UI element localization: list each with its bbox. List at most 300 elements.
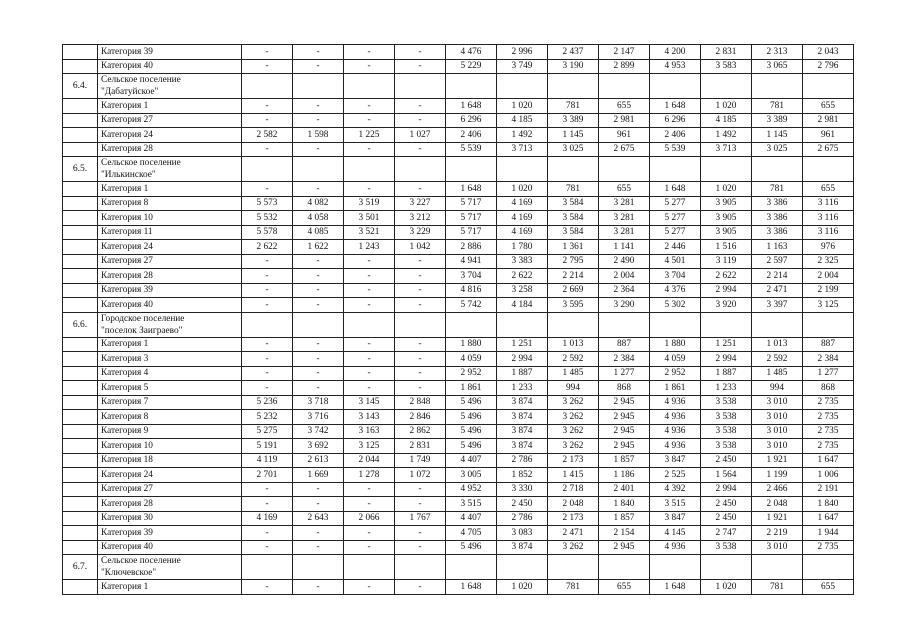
value-cell: 3 163 (344, 424, 395, 439)
value-cell: 3 330 (497, 482, 548, 497)
table-row (63, 128, 854, 143)
table-row (63, 254, 854, 269)
category-label: Категория 18 (98, 453, 242, 468)
value-cell: 2 384 (803, 352, 854, 367)
value-cell: 2 622 (701, 269, 752, 284)
value-cell: 5 277 (650, 211, 701, 226)
value-cell: 1 780 (497, 240, 548, 255)
value-cell: 2 525 (650, 468, 701, 483)
value-cell: 4 936 (650, 395, 701, 410)
value-cell: - (293, 298, 344, 313)
category-label: Категория 30 (98, 511, 242, 526)
value-cell: 1 485 (548, 366, 599, 381)
category-label: Категория 4 (98, 366, 242, 381)
value-cell: 5 496 (446, 540, 497, 555)
value-cell: 781 (548, 182, 599, 197)
table-row (63, 352, 854, 367)
settlement-type: Сельское поселение (101, 158, 181, 168)
value-cell: 655 (599, 580, 650, 595)
section-header-row (63, 555, 854, 580)
value-cell: 1 042 (395, 240, 446, 255)
value-cell: - (242, 59, 293, 74)
value-cell: 3 519 (344, 196, 395, 211)
value-cell: 2 831 (701, 45, 752, 60)
settlement-name: "Ключевское" (101, 568, 157, 578)
value-cell: 2 994 (701, 482, 752, 497)
value-cell: 1 516 (701, 240, 752, 255)
value-cell: 4 705 (446, 526, 497, 541)
value-cell: 4 185 (701, 113, 752, 128)
value-cell: - (395, 580, 446, 595)
category-label: Категория 9 (98, 424, 242, 439)
value-cell: - (293, 352, 344, 367)
value-cell: - (344, 580, 395, 595)
value-cell: 781 (548, 580, 599, 595)
value-cell: 5 496 (446, 395, 497, 410)
category-label: Категория 24 (98, 468, 242, 483)
value-cell: 3 262 (548, 540, 599, 555)
value-cell: 1 648 (446, 182, 497, 197)
value-cell: 3 119 (701, 254, 752, 269)
category-label: Категория 28 (98, 269, 242, 284)
empty-cell (63, 439, 98, 454)
value-cell: 2 437 (548, 45, 599, 60)
value-cell: 3 262 (548, 395, 599, 410)
value-cell: 2 325 (803, 254, 854, 269)
value-cell: 1 145 (548, 128, 599, 143)
empty-cell (63, 225, 98, 240)
value-cell: - (242, 142, 293, 157)
value-cell: 3 515 (446, 497, 497, 512)
value-cell: 2 981 (803, 113, 854, 128)
settlement-name: "Илькинское" (101, 170, 156, 180)
value-cell: 4 936 (650, 540, 701, 555)
value-cell: 1 233 (497, 381, 548, 396)
value-cell: 4 392 (650, 482, 701, 497)
value-cell: 2 446 (650, 240, 701, 255)
empty-cell (701, 312, 752, 337)
empty-cell (599, 74, 650, 99)
value-cell: 2 597 (752, 254, 803, 269)
value-cell: 1 840 (599, 497, 650, 512)
value-cell: 961 (803, 128, 854, 143)
value-cell: 2 994 (701, 283, 752, 298)
value-cell: 3 538 (701, 424, 752, 439)
value-cell: 1 243 (344, 240, 395, 255)
value-cell: 2 994 (497, 352, 548, 367)
value-cell: 4 184 (497, 298, 548, 313)
value-cell: 1 006 (803, 468, 854, 483)
empty-cell (63, 59, 98, 74)
value-cell: - (395, 366, 446, 381)
empty-cell (650, 312, 701, 337)
empty-cell (293, 312, 344, 337)
value-cell: 3 005 (446, 468, 497, 483)
value-cell: 4 082 (293, 196, 344, 211)
value-cell: 4 936 (650, 424, 701, 439)
value-cell: 2 718 (548, 482, 599, 497)
value-cell: - (242, 298, 293, 313)
empty-cell (63, 395, 98, 410)
table-row (63, 439, 854, 454)
empty-cell (548, 157, 599, 182)
value-cell: 5 191 (242, 439, 293, 454)
empty-cell (344, 157, 395, 182)
value-cell: 1 669 (293, 468, 344, 483)
empty-cell (395, 157, 446, 182)
value-cell: 1 013 (752, 337, 803, 352)
value-cell: 2 735 (803, 439, 854, 454)
value-cell: 2 622 (497, 269, 548, 284)
category-label: Категория 8 (98, 410, 242, 425)
empty-cell (599, 157, 650, 182)
value-cell: 4 476 (446, 45, 497, 60)
value-cell: 655 (803, 99, 854, 114)
table-row (63, 269, 854, 284)
value-cell: 2 401 (599, 482, 650, 497)
empty-cell (752, 555, 803, 580)
value-cell: - (344, 352, 395, 367)
value-cell: 2 004 (803, 269, 854, 284)
table-row (63, 526, 854, 541)
value-cell: 4 816 (446, 283, 497, 298)
value-cell: 3 262 (548, 410, 599, 425)
value-cell: 3 010 (752, 439, 803, 454)
value-cell: 4 200 (650, 45, 701, 60)
empty-cell (63, 410, 98, 425)
empty-cell (752, 157, 803, 182)
value-cell: 1 027 (395, 128, 446, 143)
category-label: Категория 5 (98, 381, 242, 396)
value-cell: 4 169 (242, 511, 293, 526)
value-cell: 4 952 (446, 482, 497, 497)
value-cell: 3 212 (395, 211, 446, 226)
value-cell: 1 887 (497, 366, 548, 381)
value-cell: 2 450 (497, 497, 548, 512)
value-cell: 2 981 (599, 113, 650, 128)
empty-cell (293, 74, 344, 99)
value-cell: - (293, 580, 344, 595)
empty-cell (446, 74, 497, 99)
value-cell: - (395, 526, 446, 541)
value-cell: 4 169 (497, 211, 548, 226)
value-cell: - (242, 283, 293, 298)
empty-cell (63, 580, 98, 595)
value-cell: - (344, 142, 395, 157)
value-cell: 4 936 (650, 439, 701, 454)
table-row (63, 283, 854, 298)
empty-cell (242, 74, 293, 99)
value-cell: 2 848 (395, 395, 446, 410)
value-cell: 2 364 (599, 283, 650, 298)
value-cell: 4 185 (497, 113, 548, 128)
value-cell: 3 874 (497, 439, 548, 454)
value-cell: 3 874 (497, 424, 548, 439)
tariff-table-body (63, 45, 854, 595)
empty-cell (63, 497, 98, 512)
category-label: Категория 7 (98, 395, 242, 410)
value-cell: 2 945 (599, 540, 650, 555)
value-cell: 3 397 (752, 298, 803, 313)
value-cell: 2 735 (803, 395, 854, 410)
value-cell: 2 675 (599, 142, 650, 157)
value-cell: 5 496 (446, 439, 497, 454)
value-cell: 1 857 (599, 453, 650, 468)
empty-cell (803, 555, 854, 580)
value-cell: 2 191 (803, 482, 854, 497)
value-cell: 1 141 (599, 240, 650, 255)
value-cell: 3 704 (446, 269, 497, 284)
value-cell: 2 592 (752, 352, 803, 367)
value-cell: 4 169 (497, 196, 548, 211)
empty-cell (63, 453, 98, 468)
value-cell: 3 116 (803, 211, 854, 226)
category-label: Категория 40 (98, 540, 242, 555)
value-cell: - (344, 298, 395, 313)
value-cell: 3 521 (344, 225, 395, 240)
value-cell: 781 (752, 99, 803, 114)
value-cell: 3 386 (752, 211, 803, 226)
value-cell: 2 945 (599, 410, 650, 425)
value-cell: 1 013 (548, 337, 599, 352)
table-row (63, 142, 854, 157)
value-cell: 3 905 (701, 196, 752, 211)
value-cell: 2 384 (599, 352, 650, 367)
value-cell: 1 921 (752, 511, 803, 526)
value-cell: 1 020 (497, 182, 548, 197)
value-cell: 1 647 (803, 511, 854, 526)
value-cell: - (344, 497, 395, 512)
value-cell: 3 386 (752, 196, 803, 211)
settlement-name-cell (98, 312, 242, 337)
value-cell: 1 648 (650, 580, 701, 595)
value-cell: - (242, 526, 293, 541)
table-row (63, 225, 854, 240)
table-row (63, 298, 854, 313)
table-row (63, 211, 854, 226)
value-cell: 3 010 (752, 424, 803, 439)
value-cell: - (293, 526, 344, 541)
value-cell: 2 582 (242, 128, 293, 143)
value-cell: 1 598 (293, 128, 344, 143)
empty-cell (63, 298, 98, 313)
value-cell: - (293, 283, 344, 298)
empty-cell (650, 157, 701, 182)
value-cell: 2 846 (395, 410, 446, 425)
category-label: Категория 27 (98, 482, 242, 497)
value-cell: 2 466 (752, 482, 803, 497)
value-cell: 2 952 (446, 366, 497, 381)
table-row (63, 453, 854, 468)
empty-cell (63, 254, 98, 269)
empty-cell (752, 312, 803, 337)
table-row (63, 540, 854, 555)
category-label: Категория 1 (98, 337, 242, 352)
value-cell: 3 742 (293, 424, 344, 439)
value-cell: 2 701 (242, 468, 293, 483)
value-cell: - (293, 45, 344, 60)
table-row (63, 511, 854, 526)
value-cell: 3 583 (701, 59, 752, 74)
value-cell: 2 214 (548, 269, 599, 284)
value-cell: 2 219 (752, 526, 803, 541)
value-cell: 994 (548, 381, 599, 396)
value-cell: 3 262 (548, 424, 599, 439)
value-cell: 1 492 (701, 128, 752, 143)
value-cell: 5 742 (446, 298, 497, 313)
value-cell: - (344, 113, 395, 128)
empty-cell (752, 74, 803, 99)
settlement-type: Сельское поселение (101, 75, 181, 85)
table-row (63, 240, 854, 255)
value-cell: - (395, 497, 446, 512)
value-cell: 3 704 (650, 269, 701, 284)
value-cell: 3 145 (344, 395, 395, 410)
value-cell: 4 169 (497, 225, 548, 240)
category-label: Категория 27 (98, 113, 242, 128)
value-cell: 1 415 (548, 468, 599, 483)
value-cell: 3 143 (344, 410, 395, 425)
value-cell: 4 145 (650, 526, 701, 541)
empty-cell (446, 555, 497, 580)
value-cell: - (293, 497, 344, 512)
value-cell: 2 173 (548, 511, 599, 526)
value-cell: 1 251 (497, 337, 548, 352)
value-cell: 5 232 (242, 410, 293, 425)
value-cell: - (293, 113, 344, 128)
empty-cell (803, 74, 854, 99)
value-cell: 1 186 (599, 468, 650, 483)
value-cell: 2 735 (803, 410, 854, 425)
empty-cell (497, 312, 548, 337)
section-header-row (63, 74, 854, 99)
section-header-row (63, 312, 854, 337)
value-cell: 3 905 (701, 225, 752, 240)
category-label: Категория 24 (98, 128, 242, 143)
value-cell: 5 539 (446, 142, 497, 157)
empty-cell (63, 424, 98, 439)
value-cell: 4 119 (242, 453, 293, 468)
section-number: 6.7. (63, 555, 98, 580)
empty-cell (344, 312, 395, 337)
value-cell: 1 485 (752, 366, 803, 381)
value-cell: 994 (752, 381, 803, 396)
value-cell: - (344, 99, 395, 114)
value-cell: 887 (803, 337, 854, 352)
value-cell: 1 857 (599, 511, 650, 526)
empty-cell (63, 511, 98, 526)
value-cell: 3 010 (752, 540, 803, 555)
value-cell: - (395, 298, 446, 313)
value-cell: 5 496 (446, 424, 497, 439)
value-cell: 1 887 (701, 366, 752, 381)
value-cell: 976 (803, 240, 854, 255)
empty-cell (548, 555, 599, 580)
value-cell: 2 450 (701, 511, 752, 526)
empty-cell (63, 211, 98, 226)
empty-cell (803, 157, 854, 182)
value-cell: - (344, 540, 395, 555)
category-label: Категория 3 (98, 352, 242, 367)
value-cell: 2 471 (752, 283, 803, 298)
value-cell: 3 692 (293, 439, 344, 454)
value-cell: - (242, 113, 293, 128)
value-cell: - (395, 381, 446, 396)
settlement-name-cell (98, 555, 242, 580)
value-cell: 1 163 (752, 240, 803, 255)
value-cell: 1 020 (497, 580, 548, 595)
empty-cell (599, 312, 650, 337)
category-label: Категория 28 (98, 142, 242, 157)
value-cell: - (344, 283, 395, 298)
value-cell: 3 749 (497, 59, 548, 74)
value-cell: 2 613 (293, 453, 344, 468)
value-cell: 5 539 (650, 142, 701, 157)
value-cell: 3 713 (497, 142, 548, 157)
section-number: 6.6. (63, 312, 98, 337)
value-cell: 3 538 (701, 439, 752, 454)
value-cell: 961 (599, 128, 650, 143)
empty-cell (63, 468, 98, 483)
value-cell: - (395, 182, 446, 197)
category-label: Категория 1 (98, 99, 242, 114)
category-label: Категория 10 (98, 439, 242, 454)
value-cell: - (344, 482, 395, 497)
value-cell: - (344, 269, 395, 284)
value-cell: 6 296 (446, 113, 497, 128)
value-cell: 3 874 (497, 410, 548, 425)
value-cell: 5 302 (650, 298, 701, 313)
value-cell: - (395, 269, 446, 284)
table-row (63, 182, 854, 197)
value-cell: 2 406 (650, 128, 701, 143)
value-cell: 2 066 (344, 511, 395, 526)
table-row (63, 99, 854, 114)
value-cell: 3 190 (548, 59, 599, 74)
value-cell: - (293, 142, 344, 157)
value-cell: 2 886 (446, 240, 497, 255)
empty-cell (446, 157, 497, 182)
value-cell: 2 214 (752, 269, 803, 284)
value-cell: 3 538 (701, 395, 752, 410)
category-label: Категория 10 (98, 211, 242, 226)
value-cell: 3 386 (752, 225, 803, 240)
settlement-name: "поселок Заиграево" (101, 325, 183, 336)
value-cell: 5 717 (446, 225, 497, 240)
value-cell: 1 880 (650, 337, 701, 352)
value-cell: - (242, 254, 293, 269)
value-cell: 2 044 (344, 453, 395, 468)
empty-cell (242, 312, 293, 337)
value-cell: - (395, 482, 446, 497)
empty-cell (497, 74, 548, 99)
value-cell: - (293, 540, 344, 555)
value-cell: 2 795 (548, 254, 599, 269)
empty-cell (650, 555, 701, 580)
category-label: Категория 11 (98, 225, 242, 240)
value-cell: - (293, 182, 344, 197)
value-cell: - (395, 254, 446, 269)
value-cell: 4 407 (446, 511, 497, 526)
category-label: Категория 8 (98, 196, 242, 211)
value-cell: 5 532 (242, 211, 293, 226)
value-cell: 2 622 (242, 240, 293, 255)
value-cell: 2 996 (497, 45, 548, 60)
value-cell: - (395, 337, 446, 352)
value-cell: 3 584 (548, 211, 599, 226)
empty-cell (344, 555, 395, 580)
value-cell: - (395, 142, 446, 157)
